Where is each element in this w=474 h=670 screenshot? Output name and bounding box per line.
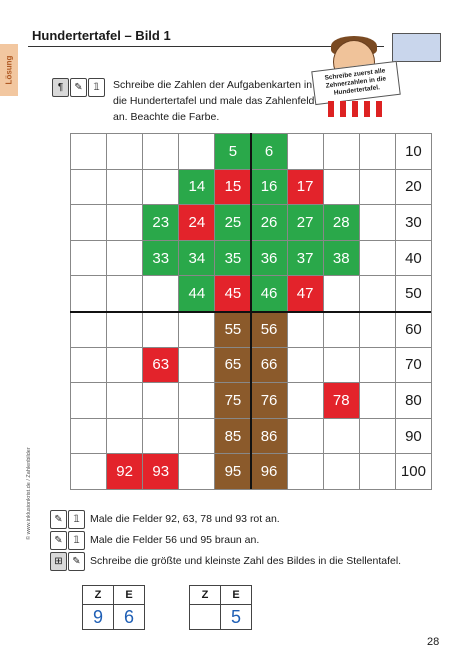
task3-instruction: Male die Felder 56 und 95 braun an. xyxy=(90,534,260,546)
pencil-hand-icon: ✎ xyxy=(70,78,87,97)
grid-cell-36[interactable]: 36 xyxy=(251,240,288,277)
number-card-icon: ¶ xyxy=(52,78,69,97)
grid-cell-empty[interactable] xyxy=(323,169,360,206)
task4-instruction: Schreibe die größte und kleinste Zahl des Bildes in die Stellentafel. xyxy=(90,555,402,567)
page-title: Hundertertafel – Bild 1 xyxy=(32,28,171,43)
task2-instruction: Male die Felder 92, 63, 78 und 93 rot an. xyxy=(90,513,280,525)
grid-cell-44[interactable]: 44 xyxy=(178,275,215,312)
grid-cell-20[interactable]: 20 xyxy=(395,169,432,206)
grid-cell-empty[interactable] xyxy=(106,275,143,312)
grid-cell-100[interactable]: 100 xyxy=(395,453,432,490)
grid-cell-76[interactable]: 76 xyxy=(251,382,288,419)
place-value-icon: ⊞ xyxy=(50,552,67,571)
grid-cell-60[interactable]: 60 xyxy=(395,311,432,348)
grid-cell-47[interactable]: 47 xyxy=(287,275,324,312)
grid-cell-empty[interactable] xyxy=(70,169,107,206)
grid-cell-empty[interactable] xyxy=(70,347,107,384)
grid-cell-empty[interactable] xyxy=(142,311,179,348)
grid-cell-25[interactable]: 25 xyxy=(214,204,251,241)
grid-cell-70[interactable]: 70 xyxy=(395,347,432,384)
grid-cell-empty[interactable] xyxy=(359,418,396,455)
grid-cell-17[interactable]: 17 xyxy=(287,169,324,206)
grid-cell-6[interactable]: 6 xyxy=(251,133,288,170)
grid-cell-empty[interactable] xyxy=(287,418,324,455)
grid-cell-empty[interactable] xyxy=(287,347,324,384)
grid-cell-empty[interactable] xyxy=(106,311,143,348)
grid-cell-28[interactable]: 28 xyxy=(323,204,360,241)
smallest-ones-field[interactable]: 5 xyxy=(221,605,252,630)
largest-tens-field[interactable]: 9 xyxy=(83,605,114,630)
grid-cell-66[interactable]: 66 xyxy=(251,347,288,384)
largest-ones-field[interactable]: 6 xyxy=(114,605,145,630)
grid-cell-75[interactable]: 75 xyxy=(214,382,251,419)
grid-cell-empty[interactable] xyxy=(106,347,143,384)
grid-cell-empty[interactable] xyxy=(178,311,215,348)
grid-cell-empty[interactable] xyxy=(359,240,396,277)
grid-cell-empty[interactable] xyxy=(70,382,107,419)
grid-cell-96[interactable]: 96 xyxy=(251,453,288,490)
side-tab-label: Lösung xyxy=(4,55,14,85)
grid-cell-85[interactable]: 85 xyxy=(214,418,251,455)
tens-header: Z xyxy=(190,586,221,605)
grid-cell-empty[interactable] xyxy=(142,169,179,206)
grid-cell-37[interactable]: 37 xyxy=(287,240,324,277)
smallest-tens-field[interactable] xyxy=(190,605,221,630)
grid-cell-27[interactable]: 27 xyxy=(287,204,324,241)
grid-cell-empty[interactable] xyxy=(178,418,215,455)
grid-cell-95[interactable]: 95 xyxy=(214,453,251,490)
grid-cell-empty[interactable] xyxy=(70,453,107,490)
grid-cell-empty[interactable] xyxy=(359,311,396,348)
grid-cell-empty[interactable] xyxy=(70,311,107,348)
grid-cell-empty[interactable] xyxy=(359,204,396,241)
grid-cell-empty[interactable] xyxy=(287,133,324,170)
grid-cell-80[interactable]: 80 xyxy=(395,382,432,419)
grid-cell-45[interactable]: 45 xyxy=(214,275,251,312)
grid-cell-empty[interactable] xyxy=(178,382,215,419)
grid-cell-empty[interactable] xyxy=(359,347,396,384)
grid-cell-empty[interactable] xyxy=(70,418,107,455)
grid-cell-38[interactable]: 38 xyxy=(323,240,360,277)
grid-cell-empty[interactable] xyxy=(359,169,396,206)
grid-cell-93[interactable]: 93 xyxy=(142,453,179,490)
grid-cell-empty[interactable] xyxy=(70,275,107,312)
pencil-hand-icon: ✎ xyxy=(68,552,85,571)
grid-cell-65[interactable]: 65 xyxy=(214,347,251,384)
grid-cell-90[interactable]: 90 xyxy=(395,418,432,455)
ones-header: E xyxy=(114,586,145,605)
grid-center-vertical-line xyxy=(250,133,252,489)
grid-cell-empty[interactable] xyxy=(359,382,396,419)
grid-cell-40[interactable]: 40 xyxy=(395,240,432,277)
grid-cell-empty[interactable] xyxy=(287,382,324,419)
task1-instruction: Schreibe die Zahlen der Aufgabenkarten in die Hundertertafel und male das Zahlenfeld an. Beachte die Farbe. xyxy=(113,79,315,123)
pencil-hand-icon: ✎ xyxy=(50,510,67,529)
pencil-hand-icon: ✎ xyxy=(50,531,67,550)
grid-cell-empty[interactable] xyxy=(106,133,143,170)
grid-cell-33[interactable]: 33 xyxy=(142,240,179,277)
grid-cell-empty[interactable] xyxy=(359,275,396,312)
grid-cell-30[interactable]: 30 xyxy=(395,204,432,241)
grid-cell-empty[interactable] xyxy=(287,311,324,348)
grid-cell-35[interactable]: 35 xyxy=(214,240,251,277)
grid-cell-empty[interactable] xyxy=(323,133,360,170)
grid-cell-empty[interactable] xyxy=(323,418,360,455)
crayon-icon: 𝟙 xyxy=(88,78,105,97)
grid-cell-46[interactable]: 46 xyxy=(251,275,288,312)
grid-cell-34[interactable]: 34 xyxy=(178,240,215,277)
name-field[interactable] xyxy=(392,33,441,62)
place-value-table-largest xyxy=(82,585,145,630)
grid-cell-empty[interactable] xyxy=(70,204,107,241)
grid-cell-empty[interactable] xyxy=(359,453,396,490)
grid-cell-empty[interactable] xyxy=(287,453,324,490)
kid-shirt xyxy=(328,101,384,117)
grid-cell-10[interactable]: 10 xyxy=(395,133,432,170)
grid-cell-empty[interactable] xyxy=(106,382,143,419)
grid-cell-empty[interactable] xyxy=(142,382,179,419)
grid-cell-empty[interactable] xyxy=(70,240,107,277)
tens-header: Z xyxy=(83,586,114,605)
grid-cell-empty[interactable] xyxy=(106,169,143,206)
crayon-icon: 𝟙 xyxy=(68,531,85,550)
grid-cell-empty[interactable] xyxy=(142,133,179,170)
grid-cell-16[interactable]: 16 xyxy=(251,169,288,206)
crayon-icon: 𝟙 xyxy=(68,510,85,529)
grid-cell-empty[interactable] xyxy=(106,418,143,455)
grid-cell-empty[interactable] xyxy=(323,453,360,490)
grid-cell-empty[interactable] xyxy=(323,347,360,384)
grid-cell-23[interactable]: 23 xyxy=(142,204,179,241)
grid-cell-15[interactable]: 15 xyxy=(214,169,251,206)
grid-cell-empty[interactable] xyxy=(323,275,360,312)
grid-cell-92[interactable]: 92 xyxy=(106,453,143,490)
grid-cell-5[interactable]: 5 xyxy=(214,133,251,170)
grid-cell-empty[interactable] xyxy=(106,204,143,241)
grid-cell-24[interactable]: 24 xyxy=(178,204,215,241)
grid-cell-empty[interactable] xyxy=(359,133,396,170)
grid-cell-empty[interactable] xyxy=(323,311,360,348)
grid-cell-78[interactable]: 78 xyxy=(323,382,360,419)
grid-cell-56[interactable]: 56 xyxy=(251,311,288,348)
grid-cell-86[interactable]: 86 xyxy=(251,418,288,455)
grid-cell-empty[interactable] xyxy=(142,275,179,312)
grid-cell-14[interactable]: 14 xyxy=(178,169,215,206)
kid-sign: Schreibe zuerst alle Zehnerzahlen in die Hundertertafel. xyxy=(311,61,401,105)
grid-cell-empty[interactable] xyxy=(70,133,107,170)
grid-cell-empty[interactable] xyxy=(178,453,215,490)
grid-cell-empty[interactable] xyxy=(178,347,215,384)
grid-cell-26[interactable]: 26 xyxy=(251,204,288,241)
copyright-note: © www.inklusionkrist.de / Zahlenbilder xyxy=(26,447,32,540)
grid-cell-empty[interactable] xyxy=(106,240,143,277)
ones-header: E xyxy=(221,586,252,605)
grid-cell-empty[interactable] xyxy=(178,133,215,170)
place-value-table-smallest xyxy=(189,585,252,630)
solution-side-tab xyxy=(0,44,18,96)
grid-cell-empty[interactable] xyxy=(142,418,179,455)
grid-cell-55[interactable]: 55 xyxy=(214,311,251,348)
page-number: 28 xyxy=(427,636,440,648)
grid-cell-63[interactable]: 63 xyxy=(142,347,179,384)
grid-cell-50[interactable]: 50 xyxy=(395,275,432,312)
